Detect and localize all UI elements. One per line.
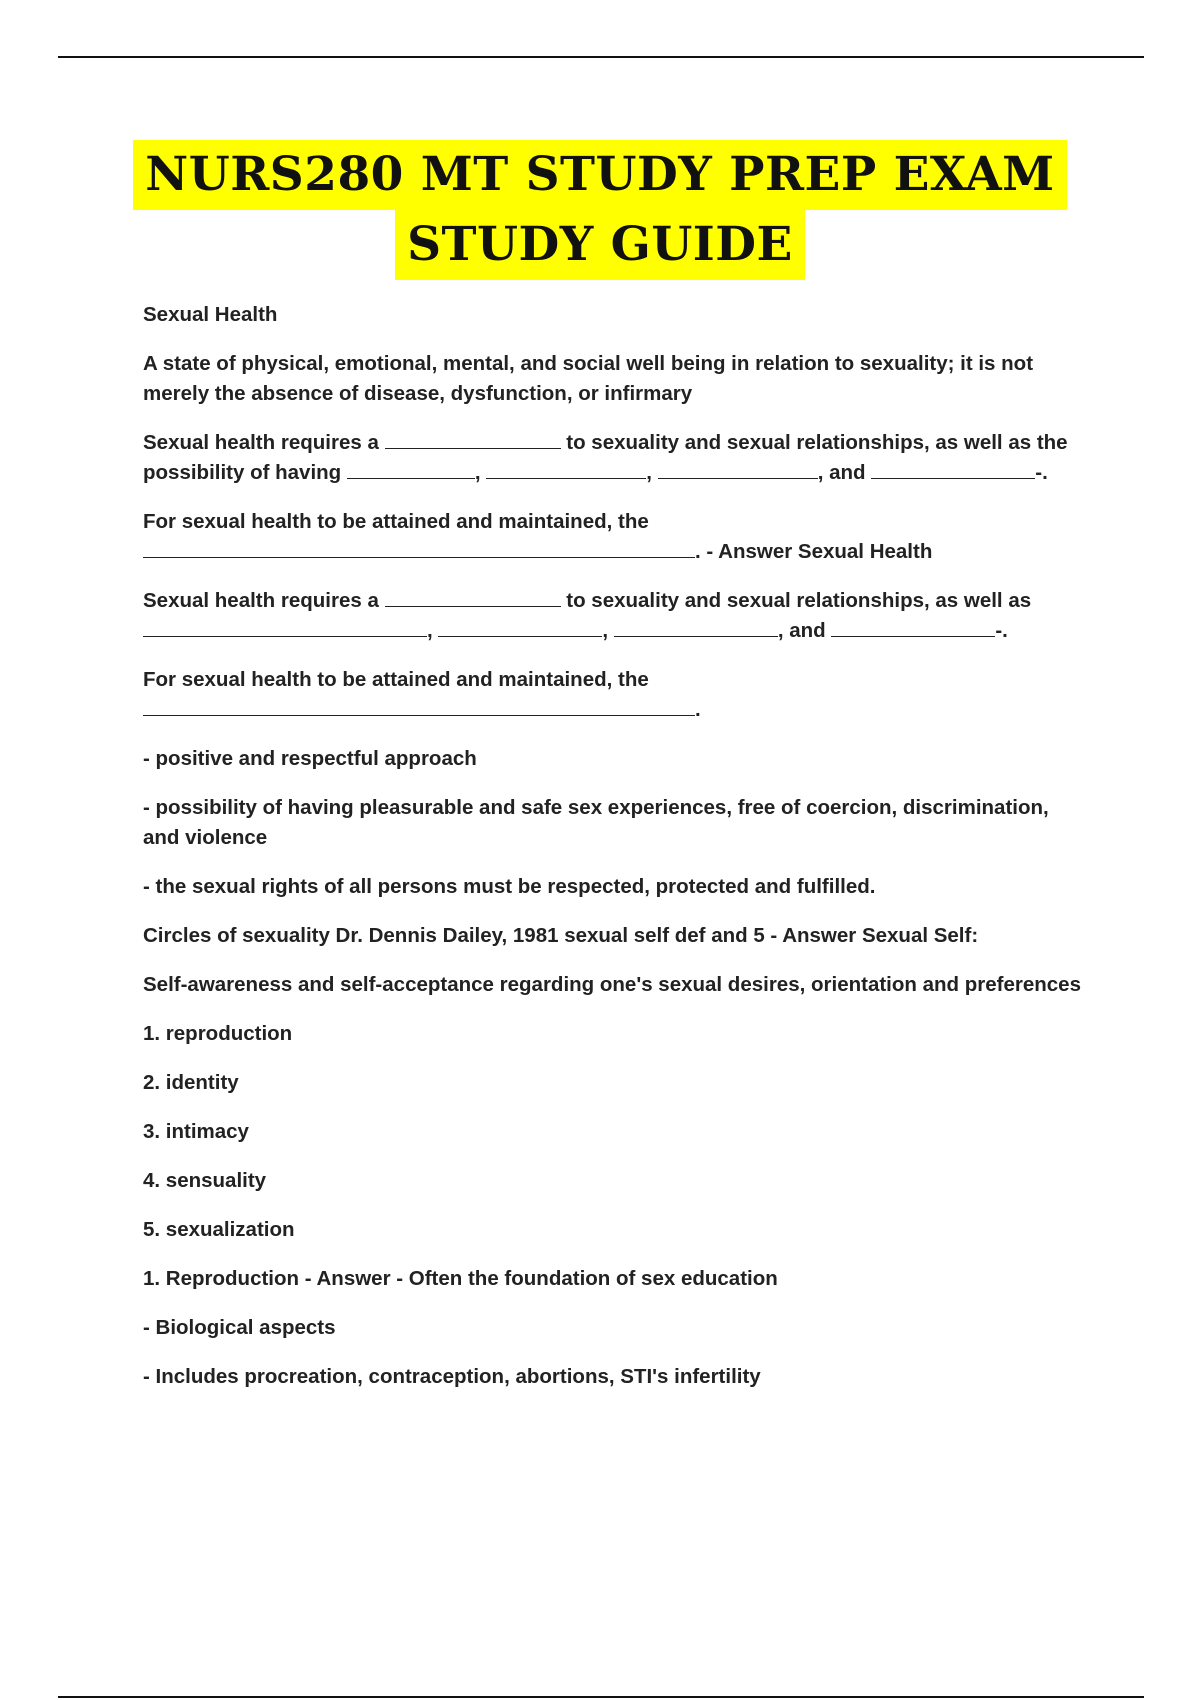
top-rule [58,56,1144,58]
bottom-rule [58,1696,1144,1698]
fill-blank [871,460,1035,479]
section-heading: Sexual Health [143,303,278,326]
fill-blank [385,430,561,449]
q1-text-1: Sexual health requires a [143,431,379,454]
fill-blank [831,618,995,637]
q3-text-1: Sexual health requires a [143,589,379,612]
q2-text: For sexual health to be attained and maintained, the [143,510,649,533]
list-item: 3. intimacy [143,1120,249,1143]
definition-paragraph: A state of physical, emotional, mental, and social well being in relation to sexuality; it is not merely the absence of disease, dysfunction, or infirmary [143,352,1034,405]
q1-text-2: to sexuality and sexual relationships, as well as the possibility of having [143,431,1068,484]
question-1 [143,428,1088,488]
fill-blank [438,618,602,637]
q3-end: -. [995,619,1008,642]
question-2 [143,507,1088,567]
document-body [143,300,1088,1411]
q1-comma: , [646,461,652,484]
title-line-1: NURS280 MT STUDY PREP EXAM [133,140,1066,210]
fill-blank [385,588,561,607]
list-item: 4. sensuality [143,1169,267,1192]
question-3 [143,586,1088,646]
bullet-item: - possibility of having pleasurable and safe sex experiences, free of coercion, discrimination, and violence [143,796,1049,849]
q1-end: -. [1035,461,1048,484]
question-4 [143,665,1088,725]
q3-text-2: to sexuality and sexual relationships, as well as [566,589,1032,612]
list-item: 5. sexualization [143,1218,295,1241]
q1-and: , and [817,461,866,484]
list-item: 1. reproduction [143,1022,293,1045]
document-title [0,140,1200,280]
fill-blank [658,460,818,479]
q3-and: , and [777,619,826,642]
q3-comma: , [602,619,609,642]
fill-blank [347,460,475,479]
self-awareness-paragraph: Self-awareness and self-acceptance regarding one's sexual desires, orientation and preferences [143,973,1081,996]
q1-comma: , [474,461,481,484]
fill-blank [143,618,427,637]
bullet-item: - positive and respectful approach [143,747,477,770]
q4-text: For sexual health to be attained and maintained, the [143,668,649,691]
bullet-item: - the sexual rights of all persons must be respected, protected and fulfilled. [143,875,876,898]
q3-comma: , [427,619,433,642]
circles-question: Circles of sexuality Dr. Dennis Dailey, 1981 sexual self def and 5 - Answer Sexual Self: [143,924,979,947]
reproduction-point: - Biological aspects [143,1316,336,1339]
fill-blank [614,618,778,637]
fill-blank [143,539,695,558]
fill-blank [143,697,695,716]
title-line-2: STUDY GUIDE [395,210,805,280]
q4-end: . [695,698,701,721]
q2-answer: . - Answer Sexual Health [695,540,933,563]
reproduction-point: - Includes procreation, contraception, abortions, STI's infertility [143,1365,761,1388]
fill-blank [486,460,646,479]
reproduction-answer: 1. Reproduction - Answer - Often the foundation of sex education [143,1267,778,1290]
list-item: 2. identity [143,1071,239,1094]
